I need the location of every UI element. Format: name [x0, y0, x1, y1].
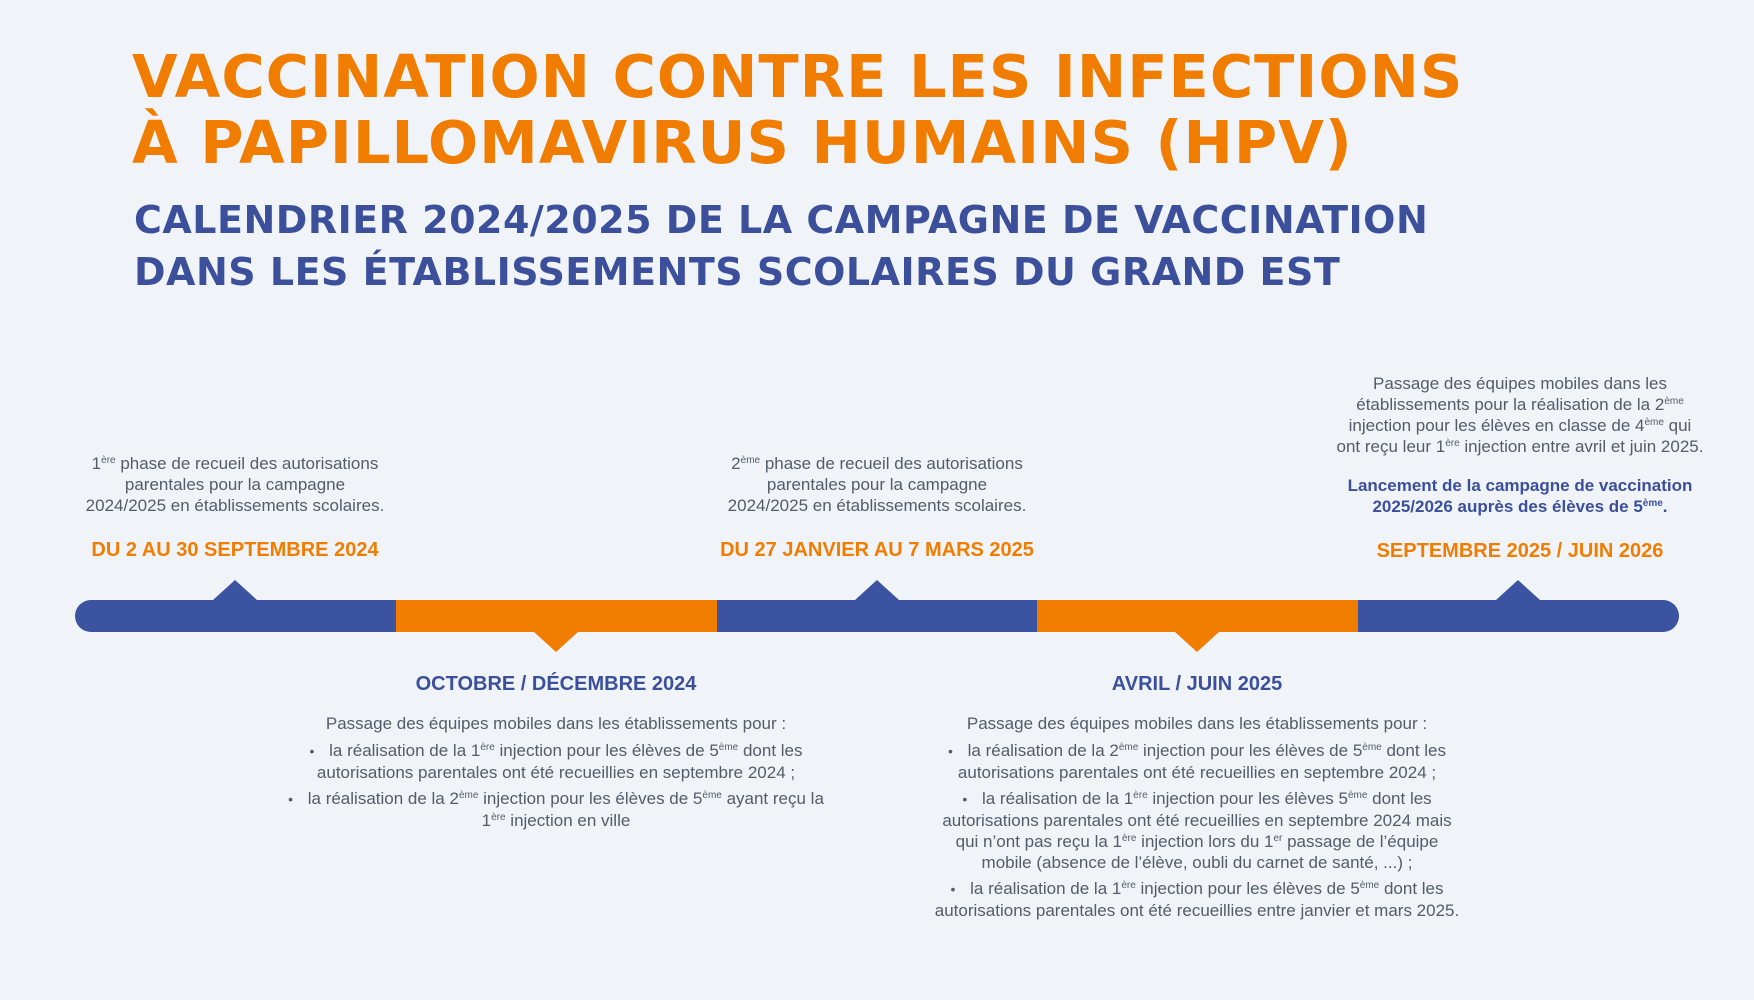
phase3-description: Passage des équipes mobiles dans les établissements pour la réalisation de la 2ème injection pour les élèves en classe de 4ème qui ont reçu leur 1ère injection entre avril et juin 2025. Lancement de la campagne de vaccination 2025/2026 auprès des élèves de 5ème.: [1300, 373, 1740, 517]
apr-jun-bullet-1: • la réalisation de la 2ème injection pour les élèves de 5ème dont les autorisations parentales ont été recueillies en septembre 2024 ;: [877, 740, 1517, 783]
timeline-bar: [75, 600, 1679, 632]
marker-phase1: [213, 580, 257, 600]
apr-jun-bullet-2: • la réalisation de la 1ère injection pour les élèves 5ème dont les autorisations parentales ont été recueillies en septembre 2024 mais qui n’ont pas reçu la 1ère injection lors du 1er passage de l’équipe mobile (absence de l’élève, oubli du carnet de santé, ...) ;: [877, 788, 1517, 873]
oct-dec-bullet-2: • la réalisation de la 2ème injection pour les élèves de 5ème ayant reçu la 1ère injection en ville: [236, 788, 876, 831]
phase1-date: DU 2 AU 30 SEPTEMBRE 2024: [91, 539, 379, 561]
timeline-segment-sept-2024: [75, 600, 396, 632]
timeline-segment-oct-dec-2024: [396, 600, 717, 632]
oct-dec-description: Passage des équipes mobiles dans les établissements pour : • la réalisation de la 1ère injection pour les élèves de 5ème dont les autorisations parentales ont été recueillies en septembre 2024 ; • la réalisation de la 2ème injection pour les élèves de 5ème ayant reçu la 1ère injection en ville: [236, 713, 876, 836]
timeline-segment-jan-mar-2025: [717, 600, 1037, 632]
oct-dec-date: OCTOBRE / DÉCEMBRE 2024: [415, 673, 697, 695]
marker-apr-jun: [1175, 632, 1219, 652]
title-line-2: À PAPILLOMAVIRUS HUMAINS (HPV): [132, 108, 1353, 177]
phase1-description: 1ère phase de recueil des autorisations parentales pour la campagne 2024/2025 en établissements scolaires.: [85, 454, 385, 515]
marker-phase2: [855, 580, 899, 600]
oct-dec-bullet-1: • la réalisation de la 1ère injection pour les élèves de 5ème dont les autorisations parentales ont été recueillies en septembre 2024 ;: [236, 740, 876, 783]
timeline-segment-apr-jun-2025: [1037, 600, 1358, 632]
launch-note: Lancement de la campagne de vaccination: [1347, 476, 1693, 495]
phase2-description: 2ème phase de recueil des autorisations parentales pour la campagne 2024/2025 en établissements scolaires.: [727, 454, 1027, 515]
subtitle-line-2: DANS LES ÉTABLISSEMENTS SCOLAIRES DU GRAND EST: [134, 250, 1341, 294]
timeline-segment-sept-2025-jun-2026: [1358, 600, 1679, 632]
marker-oct-dec: [534, 632, 578, 652]
title-line-1: VACCINATION CONTRE LES INFECTIONS: [132, 42, 1464, 111]
phase3-date: SEPTEMBRE 2025 / JUIN 2026: [1376, 540, 1664, 562]
apr-jun-date: AVRIL / JUIN 2025: [1111, 673, 1283, 695]
apr-jun-description: Passage des équipes mobiles dans les établissements pour : • la réalisation de la 2ème injection pour les élèves de 5ème dont les autorisations parentales ont été recueillies en septembre 2024 ; • la réalisation de la 1ère injection pour les élèves 5ème dont les autorisations parentales ont été recueillies en septembre 2024 mais qui n’ont pas reçu la 1ère injection lors du 1er passage de l’équipe mobile (absence de l’élève, oubli du carnet de santé, ...) ; • la réalisation de la 1ère injection pour les élèves de 5ème dont les autorisations parentales ont été recueillies entre janvier et mars 2025.: [877, 713, 1517, 926]
phase2-date: DU 27 JANVIER AU 7 MARS 2025: [720, 539, 1034, 561]
page-title: [132, 44, 1463, 176]
subtitle-line-1: CALENDRIER 2024/2025 DE LA CAMPAGNE DE VACCINATION: [134, 198, 1429, 242]
marker-phase3: [1496, 580, 1540, 600]
apr-jun-bullet-3: • la réalisation de la 1ère injection pour les élèves de 5ème dont les autorisations parentales ont été recueillies entre janvier et mars 2025.: [877, 878, 1517, 921]
page-subtitle: [134, 194, 1428, 298]
